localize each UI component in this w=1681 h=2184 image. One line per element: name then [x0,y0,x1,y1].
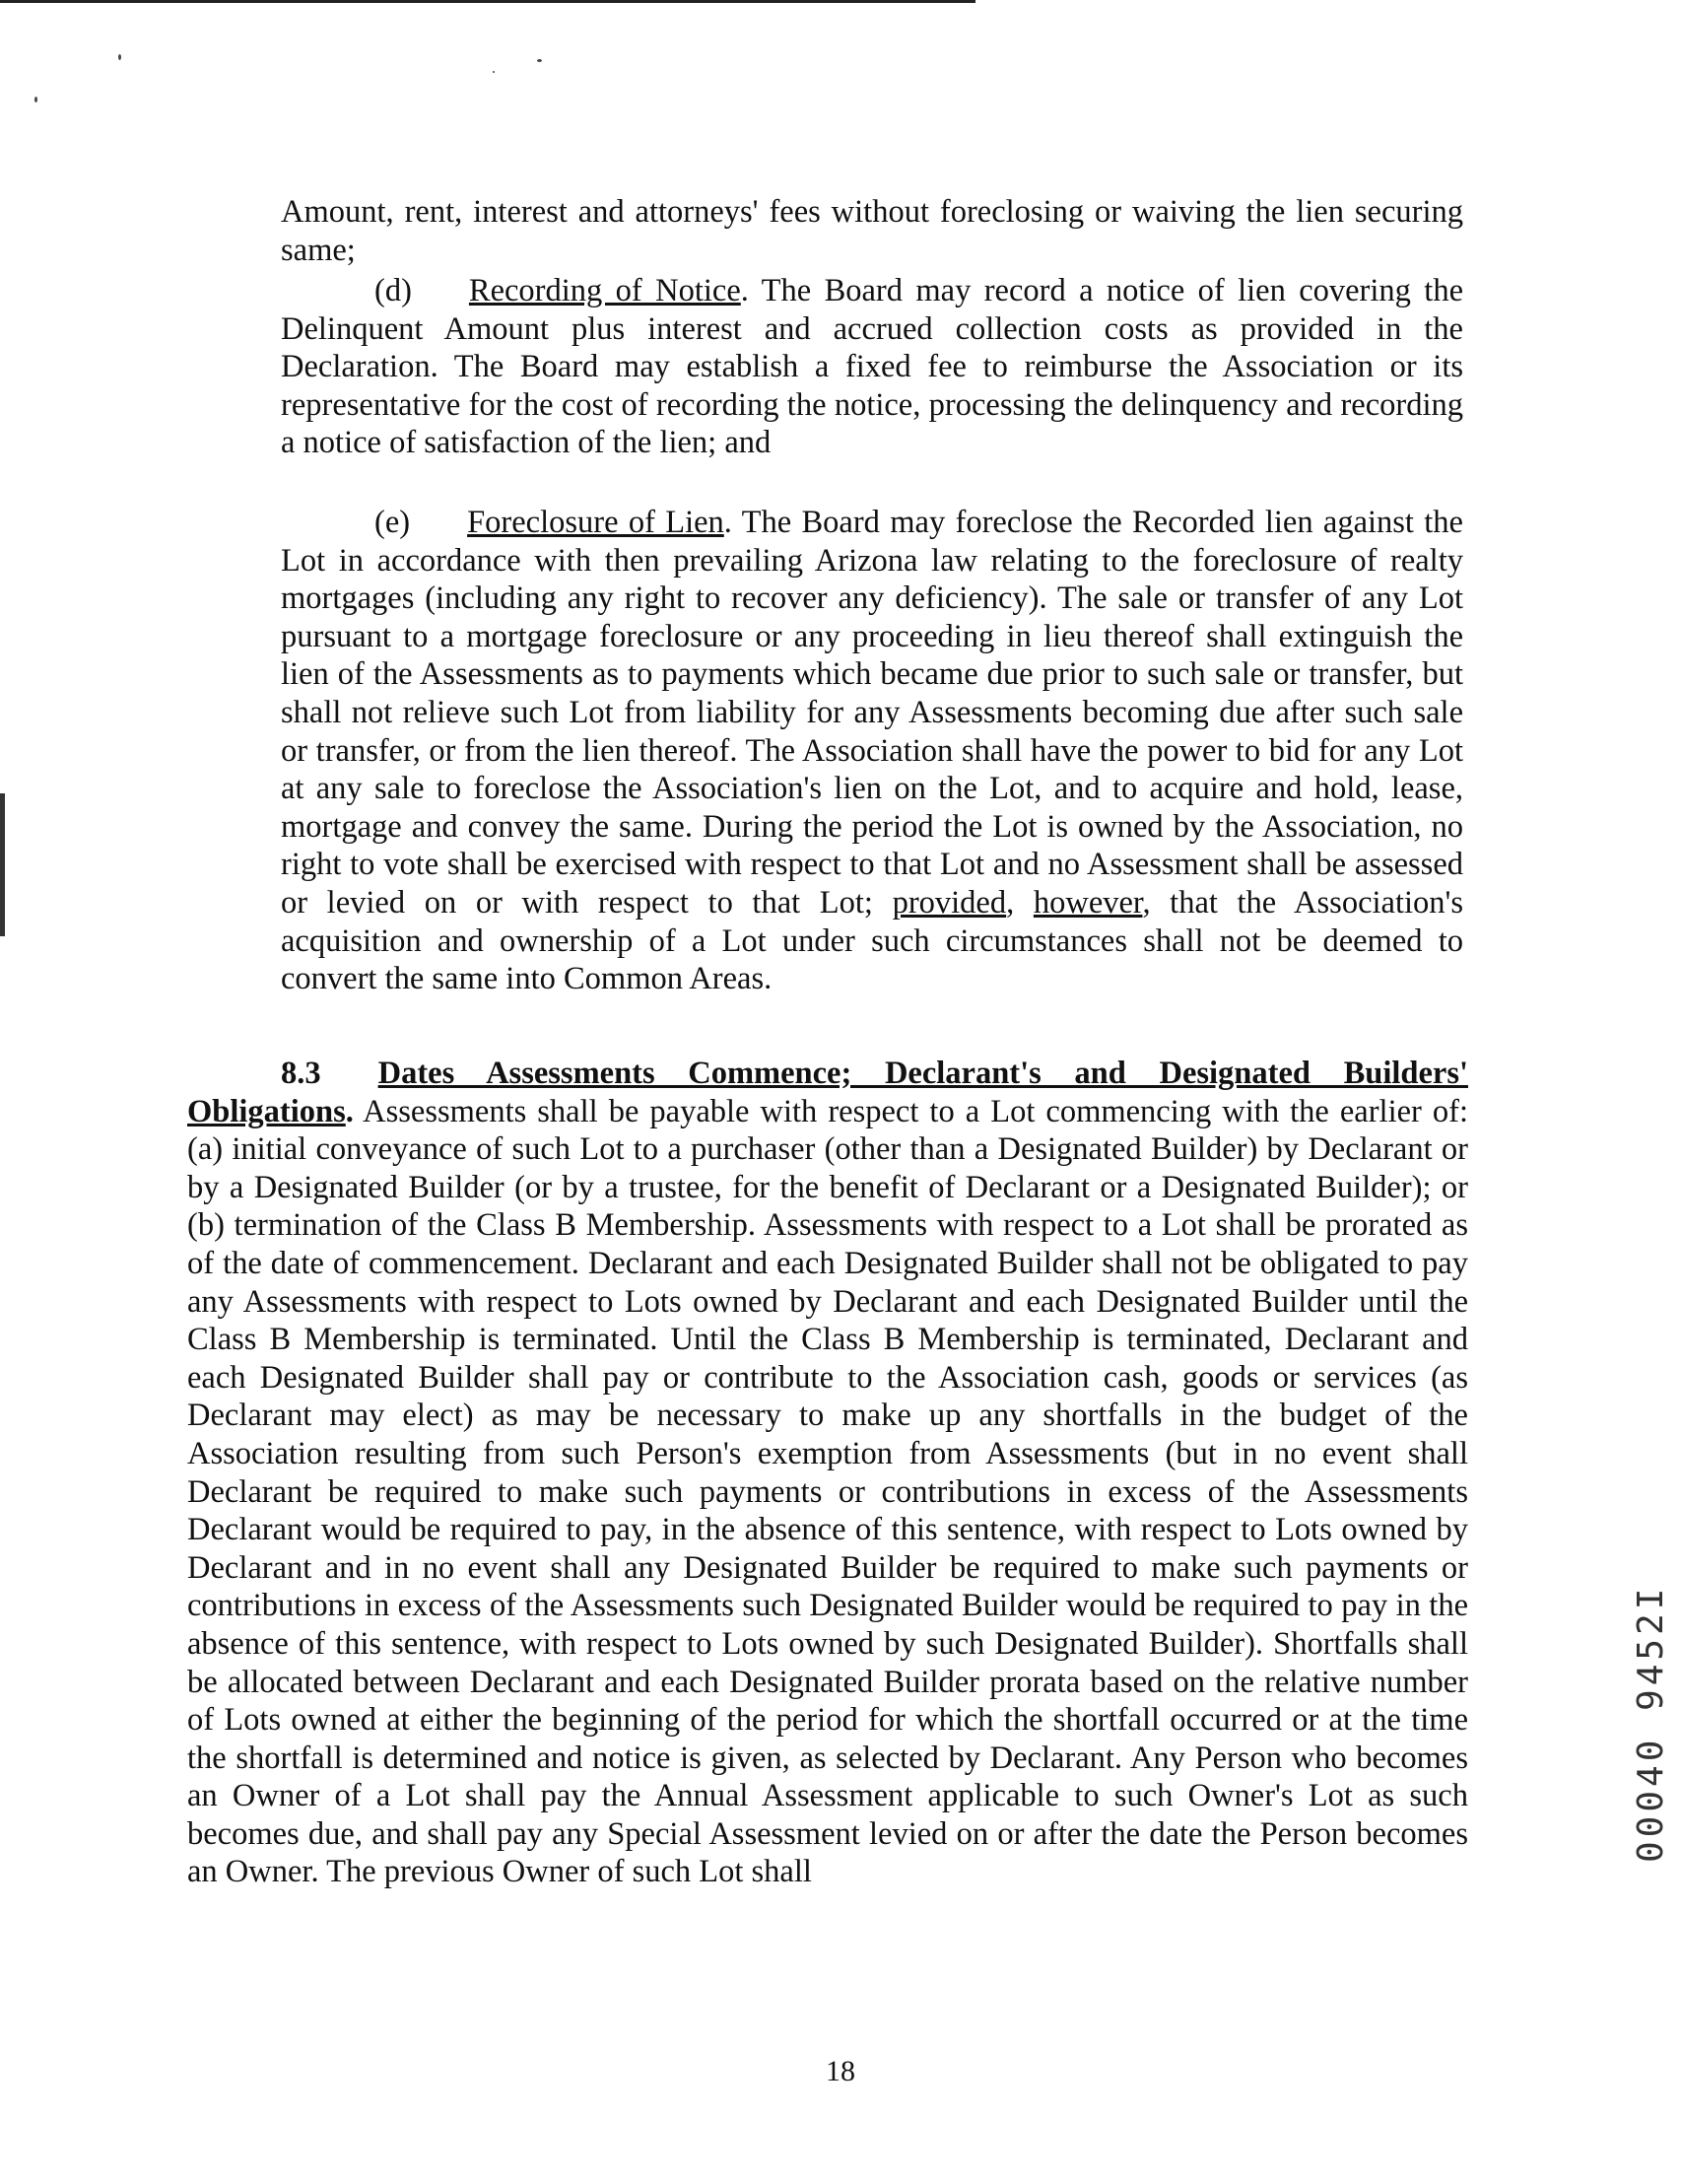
item-d-label: (d) [374,273,412,308]
scan-speck [537,59,542,62]
scan-speck [493,71,495,73]
item-e-body-after: , that the Association's acquisition and ownership of a Lot under such circumstances shall not be deemed to convert the same into Common Areas. [281,884,1464,997]
item-e-heading: Foreclosure of Lien [467,505,724,540]
scan-edge-top [0,0,975,3]
item-d-heading: Recording of Notice [468,273,741,308]
section-8-3 [187,1055,1468,1891]
continuation-paragraph [281,193,1463,269]
item-d-body: . The Board may record a notice of lien covering the Delinquent Amount plus interest and accrued collection costs as provided in the Declaration. The Board may establish a fixed fee to reimburse the Association or its representative for the cost of recording the notice, processing the delinquency and recording a notice of satisfaction of the lien; and [281,273,1463,461]
side-stamp: 00040 9452I [1631,1584,1671,1863]
item-e-however: however [1033,884,1143,921]
page-number: 18 [826,2055,855,2087]
scan-edge-left [0,793,5,936]
scan-speck [34,97,37,102]
scan-speck [118,54,121,60]
paragraph-d [281,272,1463,462]
item-e-provided: provided [892,884,1007,921]
section-number: 8.3 [281,1056,321,1091]
continuation-text: Amount, rent, interest and attorneys' fees without foreclosing or waiving the lien securing same; [281,194,1463,268]
section-heading: Dates Assessments Commence; Declarant's and Designated Builders' Obligations [187,1056,1468,1129]
section-heading-period: . [345,1093,354,1129]
paragraph-e [281,504,1463,998]
item-e-comma: , [1006,884,1034,921]
item-e-body-before: . The Board may foreclose the Recorded lien against the Lot in accordance with then prevailing Arizona law relating to the foreclosure of realty mortgages (including any right to recover any deficiency). The sale or transfer of any Lot pursuant to a mortgage foreclosure or any proceeding in lieu thereof shall extinguish the lien of the Assessments as to payments which became due prior to such sale or transfer, but shall not relieve such Lot from liability for any Assessments becoming due after such sale or transfer, or from the lien thereof. The Association shall have the power to bid for any Lot at any sale to foreclose the Association's lien on the Lot, and to acquire and hold, lease, mortgage and convey the same. During the period the Lot is owned by the Association, no right to vote shall be exercised with respect to that Lot and no Assessment shall be assessed or levied on or with respect to that Lot; [281,505,1463,921]
item-e-label: (e) [374,505,411,540]
section-body: Assessments shall be payable with respect to a Lot commencing with the earlier of: (a) initial conveyance of such Lot to a purchaser (other than a Designated Builder) by Declarant or by a Designated Builder (or by a trustee, for the benefit of Declarant or a Designated Builder); or (b) termination of the Class B Membership. Assessments with respect to a Lot shall be prorated as of the date of commencement. Declarant and each Designated Builder shall not be obligated to pay any Assessments with respect to Lots owned by Declarant and each Designated Builder until the Class B Membership is terminated. Until the Class B Membership is terminated, Declarant and each Designated Builder shall pay or contribute to the Association cash, goods or services (as Declarant may elect) as may be necessary to make up any shortfalls in the budget of the Association resulting from such Person's exemption from Assessments (but in no event shall Declarant be required to make such payments or contributions in excess of the Assessments Declarant would be required to pay, in the absence of this sentence, with respect to Lots owned by Declarant and in no event shall any Designated Builder be required to make such payments or contributions in excess of the Assessments such Designated Builder would be required to pay in the absence of this sentence, with respect to Lots owned by such Designated Builder). Shortfalls shall be allocated between Declarant and each Designated Builder prorata based on the relative number of Lots owned at either the beginning of the period for which the shortfall occurred or at the time the shortfall is determined and notice is given, as selected by Declarant. Any Person who becomes an Owner of a Lot shall pay the Annual Assessment applicable to such Owner's Lot as such becomes due, and shall pay any Special Assessment levied on or after the date the Person becomes an Owner. The previous Owner of such Lot shall [187,1093,1468,1890]
